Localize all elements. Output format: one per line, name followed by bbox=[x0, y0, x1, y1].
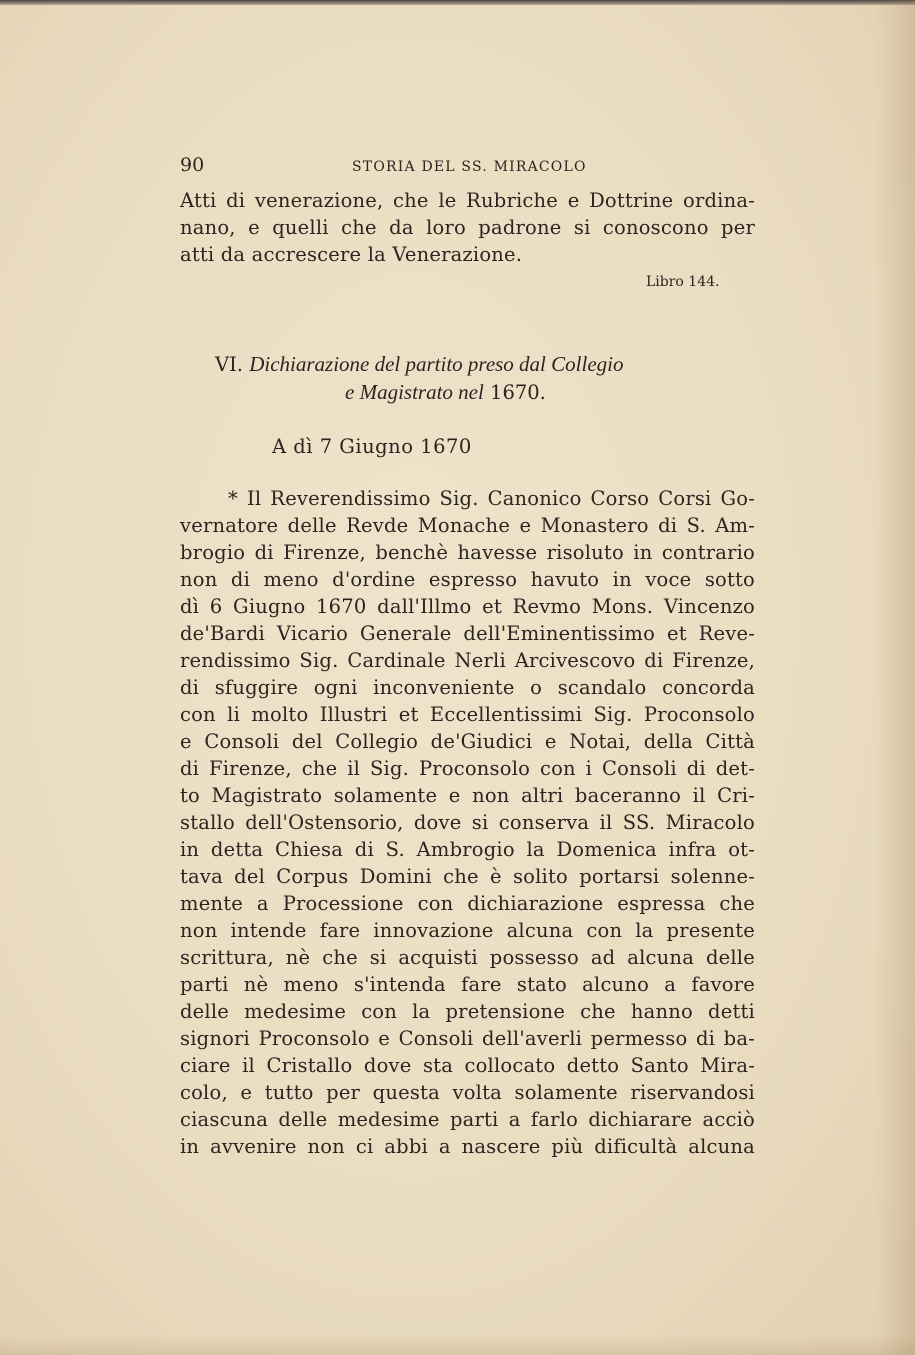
text-line: signori Proconsolo e Consoli dell'averli permesso di ba- bbox=[180, 1027, 755, 1050]
text-line: colo, e tutto per questa volta solamente riservandosi bbox=[180, 1081, 755, 1104]
text-line: di sfuggire ogni inconveniente o scandalo concorda bbox=[180, 676, 755, 699]
text-line: scrittura, nè che si acquisti possesso ad alcuna delle bbox=[180, 946, 755, 969]
section-heading-line2 bbox=[345, 380, 546, 405]
text-line: e Consoli del Collegio de'Giudici e Notai, della Città bbox=[180, 730, 755, 753]
text-line: non intende fare innovazione alcuna con la presente bbox=[180, 919, 755, 942]
section-year: 1670. bbox=[490, 381, 546, 404]
section-numeral: VI. bbox=[215, 353, 243, 376]
text-line: delle medesime con la pretensione che hanno detti bbox=[180, 1000, 755, 1023]
text-line: brogio di Firenze, benchè havesse risoluto in contrario bbox=[180, 541, 755, 564]
page-top-edge bbox=[0, 0, 915, 5]
section-title-cont: e Magistrato nel bbox=[345, 380, 484, 404]
text-line: non di meno d'ordine espresso havuto in voce sotto bbox=[180, 568, 755, 591]
text-line: con li molto Illustri et Eccellentissimi Sig. Proconsolo bbox=[180, 703, 755, 726]
text-line: nano, e quelli che da loro padrone si conoscono per bbox=[180, 216, 755, 239]
text-line: tava del Corpus Domini che è solito portarsi solenne- bbox=[180, 865, 755, 888]
text-line: atti da accrescere la Venerazione. bbox=[180, 243, 523, 266]
text-line: stallo dell'Ostensorio, dove si conserva il SS. Miracolo bbox=[180, 811, 755, 834]
page-number: 90 bbox=[180, 154, 205, 176]
text-line: parti nè meno s'intenda fare stato alcuno a favore bbox=[180, 973, 755, 996]
section-title: Dichiarazione del partito preso dal Collegio bbox=[249, 352, 624, 376]
text-line: de'Bardi Vicario Generale dell'Eminentissimo et Reve- bbox=[180, 622, 755, 645]
text-line: in detta Chiesa di S. Ambrogio la Domenica infra ot- bbox=[180, 838, 755, 861]
text-line: rendissimo Sig. Cardinale Nerli Arcivescovo di Firenze, bbox=[180, 649, 755, 672]
text-line: di Firenze, che il Sig. Proconsolo con i Consoli di det- bbox=[180, 757, 755, 780]
page-right-edge bbox=[875, 0, 915, 1355]
text-line: in avvenire non ci abbi a nascere più dificultà alcuna bbox=[180, 1135, 755, 1158]
text-line: dì 6 Giugno 1670 dall'Illmo et Revmo Mons. Vincenzo bbox=[180, 595, 755, 618]
section-heading-line1 bbox=[215, 352, 623, 377]
text-line: ciascuna delle medesime parti a farlo dichiarare acciò bbox=[180, 1108, 755, 1131]
text-line: * Il Reverendissimo Sig. Canonico Corso Corsi Go- bbox=[228, 487, 755, 510]
text-line: to Magistrato solamente e non altri baceranno il Cri- bbox=[180, 784, 755, 807]
text-line: Atti di venerazione, che le Rubriche e Dottrine ordina- bbox=[180, 189, 755, 212]
page-bottom-edge bbox=[0, 1335, 915, 1355]
text-line: ciare il Cristallo dove sta collocato detto Santo Mira- bbox=[180, 1054, 755, 1077]
text-line: mente a Processione con dichiarazione espressa che bbox=[180, 892, 755, 915]
running-head: STORIA DEL SS. MIRACOLO bbox=[352, 159, 587, 175]
date-line: A dì 7 Giugno 1670 bbox=[272, 435, 472, 458]
text-line: vernatore delle Revde Monache e Monastero di S. Am- bbox=[180, 514, 755, 537]
source-reference: Libro 144. bbox=[646, 274, 720, 290]
